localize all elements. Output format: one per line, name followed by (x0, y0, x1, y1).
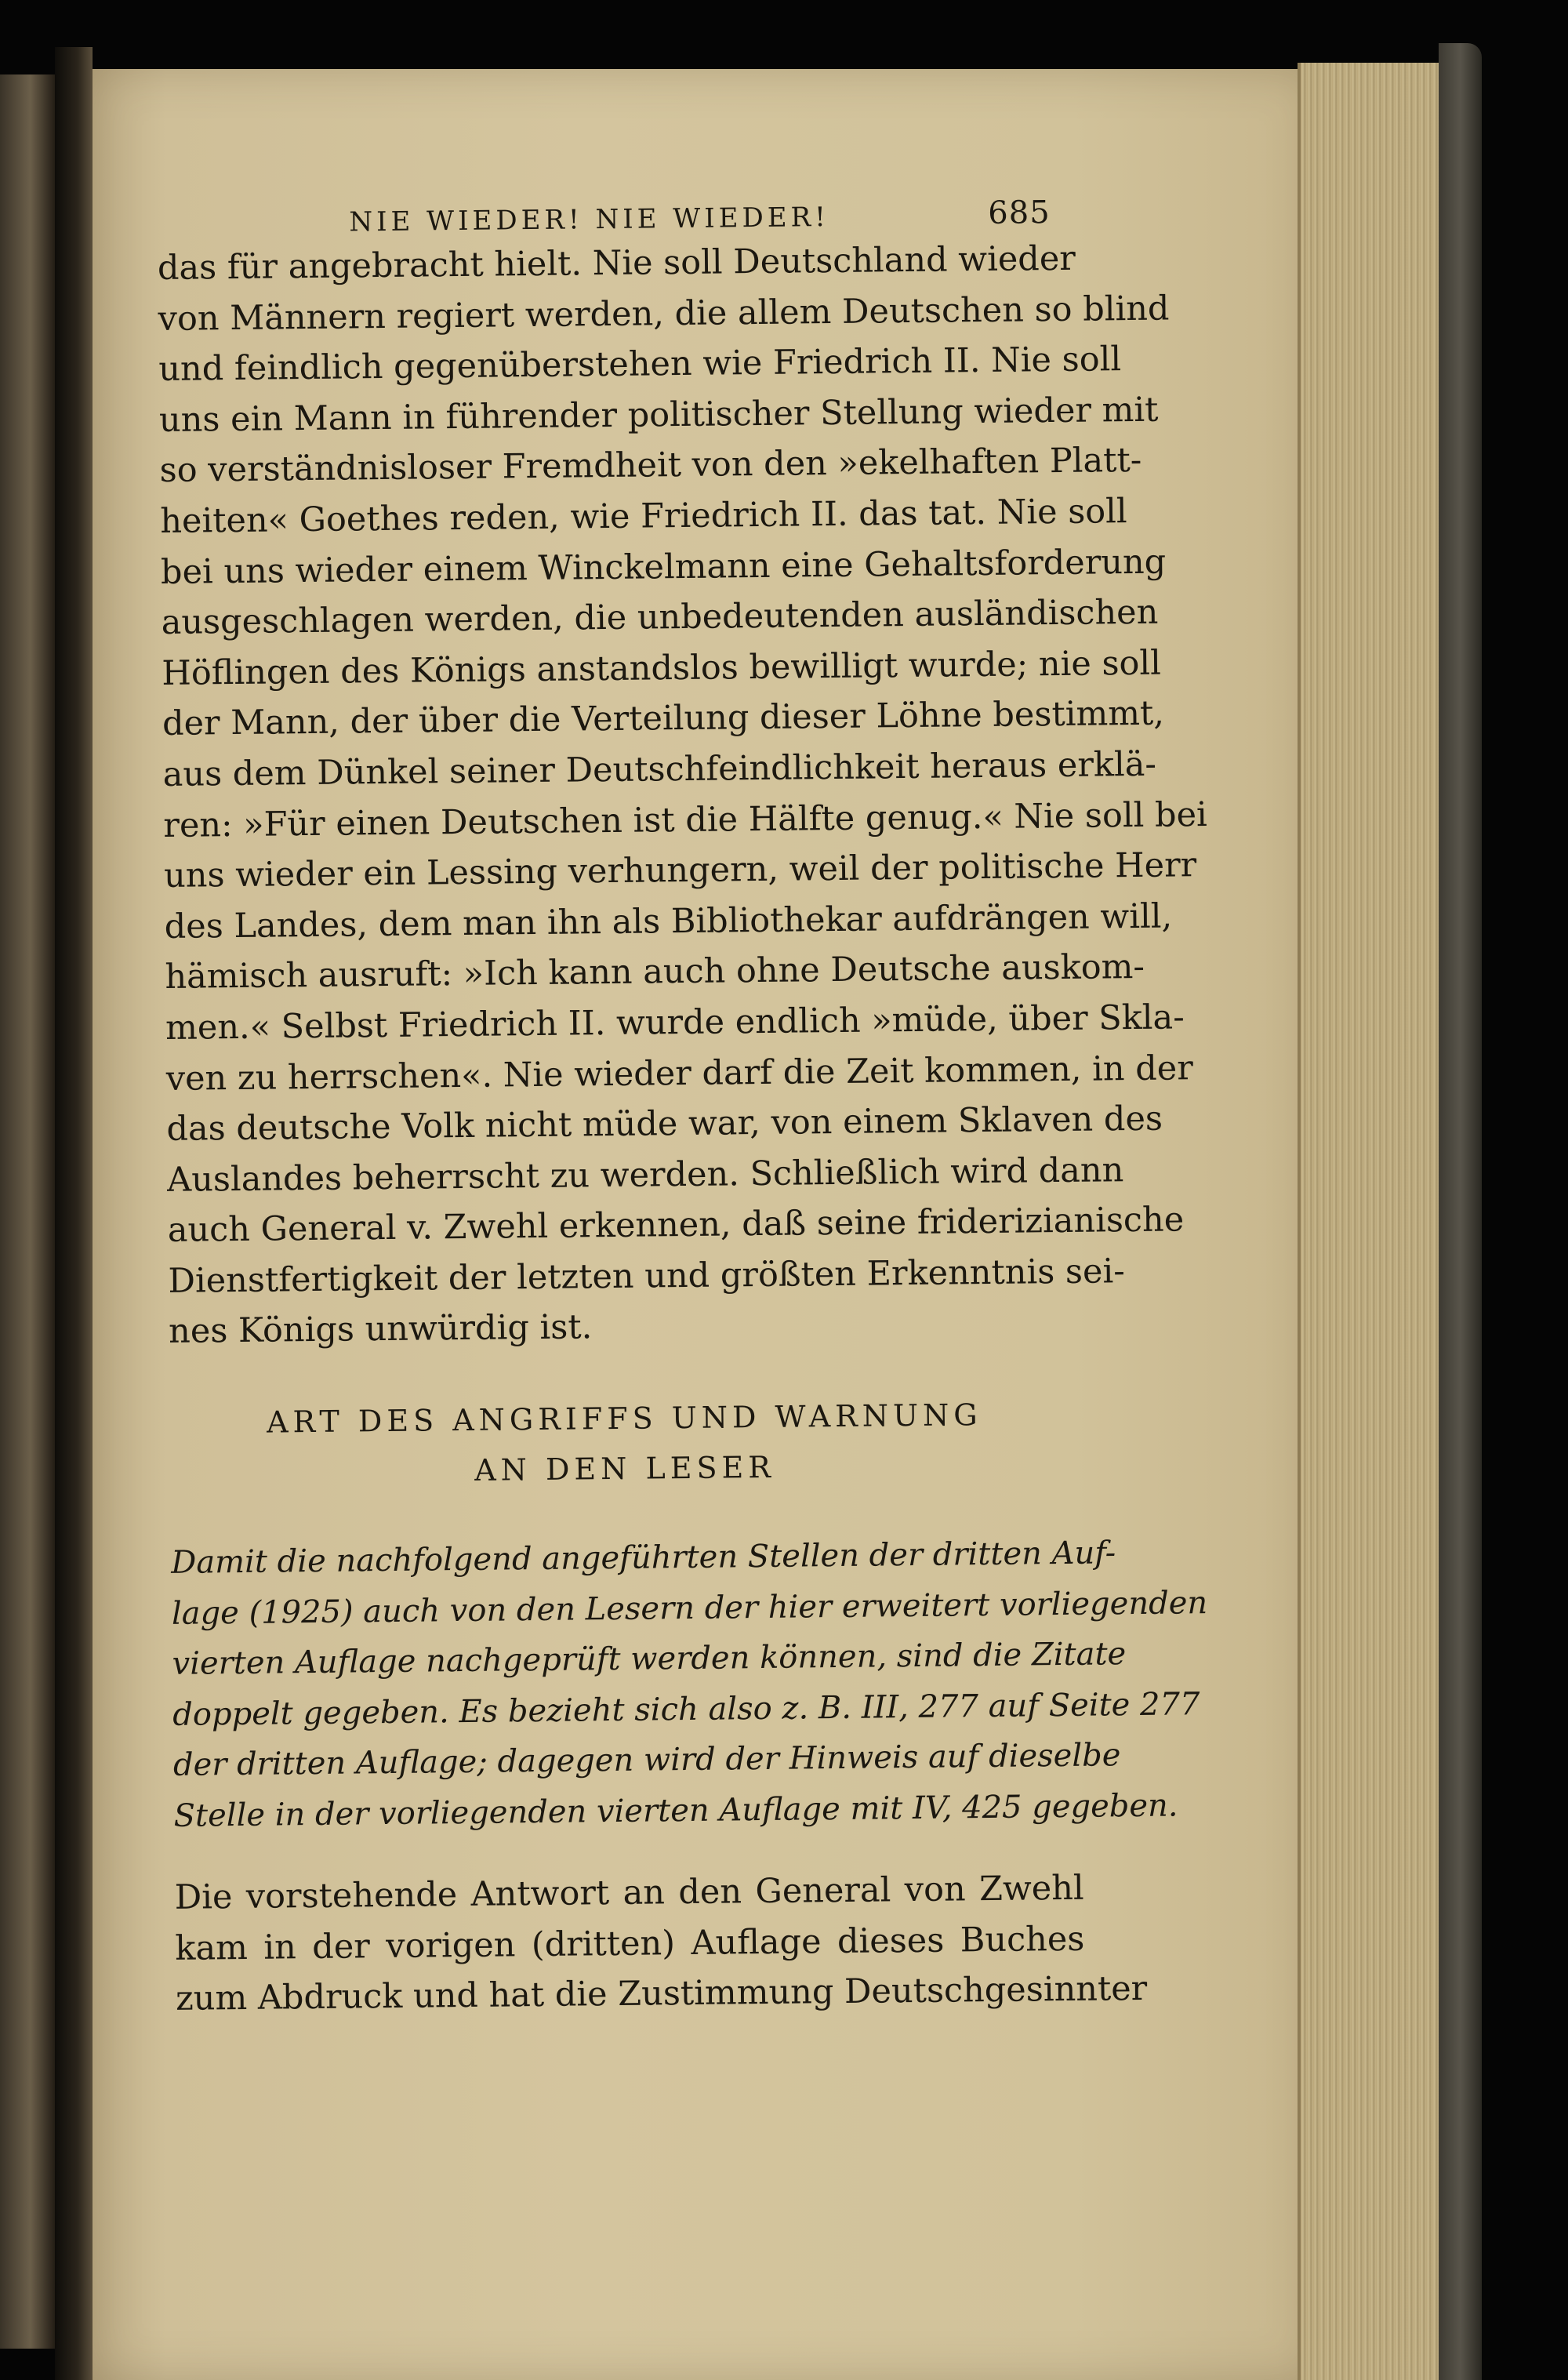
book-cover-board (1439, 43, 1482, 2380)
text-line: Die vorstehende Antwort an den General von Zwehl (174, 1868, 1084, 1917)
text-line: bei uns wieder einem Winckelmann eine Gehaltsforderung (160, 542, 1167, 592)
text-line: men.« Selbst Friedrich II. wurde endlich »müde, über Skla- (165, 997, 1185, 1048)
text-line: uns ein Mann in führender politischer Stellung wieder mit (158, 390, 1159, 440)
section-heading-line: ART DES ANGRIFFS UND WARNUNG (266, 1397, 982, 1440)
text-line: ren: »Für einen Deutschen ist die Hälfte genug.« Nie soll bei (163, 794, 1207, 845)
text-line: ven zu herrschen«. Nie wieder darf die Zeit kommen, in der (165, 1048, 1194, 1099)
text-line: so verständnisloser Fremdheit von den »ekelhaften Platt- (159, 441, 1142, 491)
text-line: aus dem Dünkel seiner Deutschfeindlichkeit heraus erklä- (162, 744, 1157, 794)
text-line: des Landes, dem man ihn als Bibliothekar aufdrängen will, (164, 896, 1173, 947)
page-number: 685 (988, 194, 1051, 231)
paragraph-1 (157, 234, 1207, 1357)
text-line: Auslandes beherrscht zu werden. Schließlich wird dann (166, 1150, 1124, 1200)
book-gutter (55, 47, 93, 2380)
text-line: nes Königs unwürdig ist. (168, 1307, 593, 1352)
notice-line: lage (1925) auch von den Lesern der hier erweitert vorliegenden (171, 1584, 1208, 1632)
running-head (157, 187, 1067, 243)
notice-line: vierten Auflage nachgeprüft werden können, sind die Zitate (172, 1636, 1127, 1682)
text-line: zum Abdruck und hat die Zustimmung Deutschgesinnter (175, 1969, 1148, 2019)
notice-line: Damit die nachfolgend angeführten Stellen der dritten Auf- (171, 1535, 1116, 1581)
notice-line: Stelle in der vorliegenden vierten Auflage mit IV, 425 gegeben. (173, 1787, 1178, 1834)
section-heading (169, 1389, 1080, 1499)
running-title: NIE WIEDER! NIE WIEDER! (349, 202, 830, 238)
paragraph-2 (174, 1863, 1148, 2025)
text-line: uns wieder ein Lessing verhungern, weil der politische Herr (163, 845, 1197, 896)
text-line: hämisch ausruft: »Ich kann auch ohne Deutsche auskom- (165, 947, 1145, 997)
page-text (157, 187, 1208, 2025)
section-heading-line: AN DEN LESER (474, 1449, 776, 1488)
left-page-edge (0, 74, 55, 2349)
text-line: von Männern regiert werden, die allem Deutschen so blind (158, 289, 1170, 339)
text-line: Höflingen des Königs anstandslos bewilligt wurde; nie soll (162, 643, 1162, 693)
reader-notice (171, 1528, 1208, 1841)
notice-line: doppelt gegeben. Es bezieht sich also z. B. III, 277 auf Seite 277 (172, 1685, 1200, 1733)
text-line: der Mann, der über die Verteilung dieser Löhne bestimmt, (162, 693, 1165, 744)
text-line: ausgeschlagen werden, die unbedeutenden ausländischen (161, 592, 1159, 643)
notice-line: der dritten Auflage; dagegen wird der Hinweis auf dieselbe (172, 1737, 1121, 1783)
text-line: Dienstfertigkeit der letzten und größten Erkenntnis sei- (168, 1252, 1125, 1301)
text-line: auch General v. Zwehl erkennen, daß seine friderizianische (167, 1200, 1185, 1251)
text-line: das für angebracht hielt. Nie soll Deutschland wieder (157, 238, 1076, 288)
page-block-edges (1298, 63, 1442, 2380)
text-line: kam in der vorigen (dritten) Auflage dieses Buches (175, 1919, 1085, 1968)
text-line: heiten« Goethes reden, wie Friedrich II. das tat. Nie soll (160, 492, 1127, 541)
text-line: das deutsche Volk nicht müde war, von einem Sklaven des (166, 1099, 1163, 1150)
text-line: und feindlich gegenüberstehen wie Friedrich II. Nie soll (158, 340, 1122, 390)
